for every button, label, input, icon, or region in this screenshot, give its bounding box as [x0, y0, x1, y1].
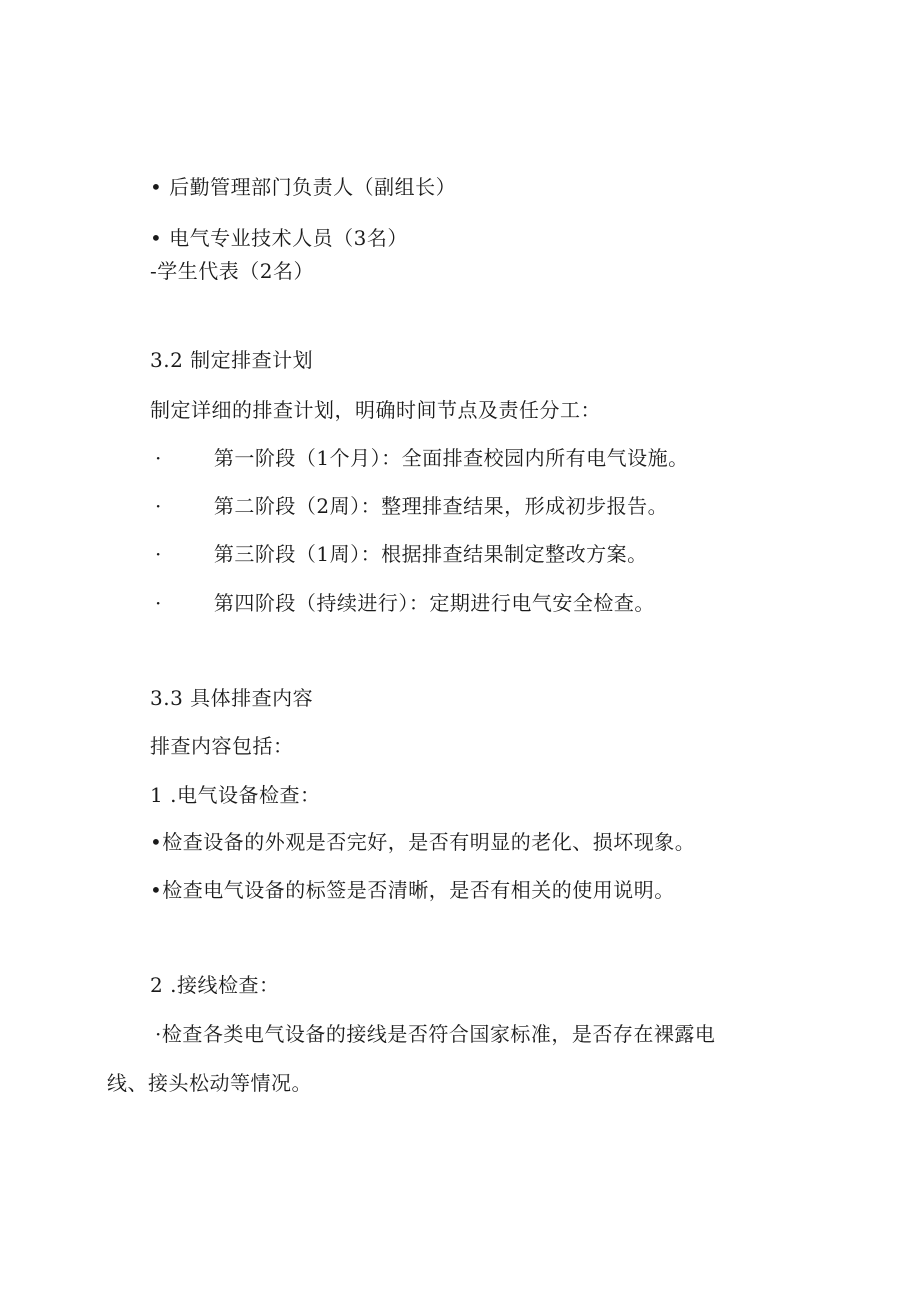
- section-3-2-heading: 3.2 制定排查计划: [150, 348, 314, 372]
- equipment-check-item-2: •检查电气设备的标签是否清晰，是否有相关的使用说明。: [150, 878, 675, 902]
- bullet-dot: ·: [155, 542, 162, 566]
- phase-item: [155, 540, 648, 568]
- equipment-check-item-1: •检查设备的外观是否完好，是否有明显的老化、损坏现象。: [150, 830, 696, 854]
- phase-item: [155, 444, 689, 472]
- phase-4-text: 第四阶段（持续进行）：定期进行电气安全检查。: [213, 591, 655, 615]
- section-3-3-intro: 排查内容包括：: [150, 734, 294, 758]
- team-member-students: -学生代表（2名）: [150, 259, 314, 283]
- wiring-check-title: 2 .接线检查：: [150, 973, 280, 997]
- team-member-deputy: • 后勤管理部门负责人（副组长）: [150, 175, 457, 199]
- bullet-dot: ·: [155, 446, 162, 470]
- phase-item: [155, 492, 668, 520]
- equipment-check-title: 1 .电气设备检查：: [150, 783, 321, 807]
- section-3-3-heading: 3.3 具体排查内容: [150, 686, 314, 710]
- phase-1-text: 第一阶段（1个月）：全面排查校园内所有电气设施。: [213, 446, 689, 470]
- phase-2-text: 第二阶段（2周）：整理排查结果，形成初步报告。: [213, 494, 669, 518]
- bullet-dot: ·: [155, 494, 162, 518]
- phase-3-text: 第三阶段（1周）：根据排查结果制定整改方案。: [213, 542, 648, 566]
- bullet-dot: ·: [155, 591, 162, 615]
- wiring-check-line-2: 线、接头松动等情况。: [107, 1071, 312, 1095]
- phase-item: [155, 589, 655, 617]
- team-member-technicians: • 电气专业技术人员（3名）: [150, 226, 408, 250]
- section-3-2-intro: 制定详细的排查计划，明确时间节点及责任分工：: [150, 398, 601, 422]
- wiring-check-line-1: ·检查各类电气设备的接线是否符合国家标准，是否存在裸露电: [155, 1022, 716, 1046]
